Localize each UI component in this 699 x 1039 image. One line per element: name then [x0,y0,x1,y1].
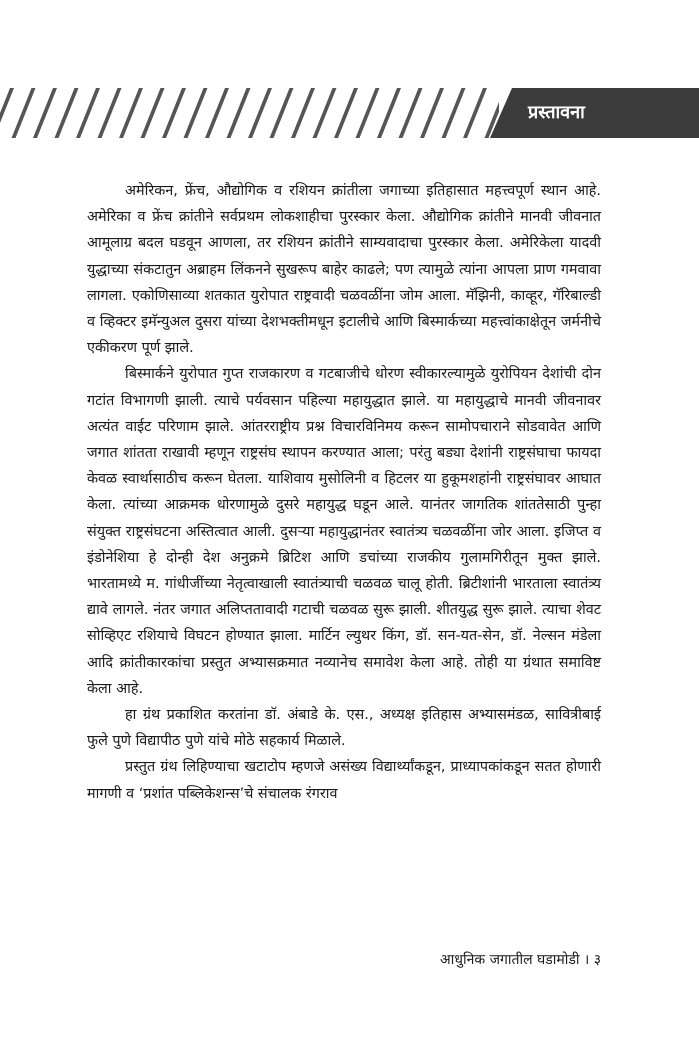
header-stripe [356,88,380,138]
header-stripe [76,88,100,138]
header-stripe [420,88,444,138]
paragraph: बिस्मार्कने युरोपात गुप्त राजकारण व गटबाजीचे धोरण स्वीकारल्यामुळे युरोपियन देशांची दोन गटांत विभागणी झाली. त्याचे पर्यवसान पहिल्या महायुद्धात झाले. या महायुद्धाचे मानवी जीवनावर अत्यंत वाईट परिणाम झाले. आंतरराष्ट्रीय प्रश्न विचारविनिमय करून सामोपचाराने सोडवावेत आणि जगात शांतता राखावी म्हणून राष्ट्रसंघ स्थापन करण्यात आला; परंतु बड्या देशांनी राष्ट्रसंघाचा फायदा केवळ स्वार्थासाठीच करून घेतला. याशिवाय मुसोलिनी व हिटलर या हुकूमशहांनी राष्ट्रसंघावर आघात केला. त्यांच्या आक्रमक धोरणामुळे दुसरे महायुद्ध घडून आले. यानंतर जागतिक शांततेसाठी पुन्हा संयुक्त राष्ट्रसंघटना अस्तित्वात आली. दुसऱ्या महायुद्धानंतर स्वातंत्र्य चळवळींना जोर आला. इजिप्त व इंडोनेशिया हे दोन्ही देश अनुक्रमे ब्रिटिश आणि डचांच्या राजकीय गुलामगिरीतून मुक्त झाले. भारतामध्ये म. गांधीजींच्या नेतृत्वाखाली स्वातंत्र्याची चळवळ चालू होती. ब्रिटीशांनी भारताला स्वातंत्र्य द्यावे लागले. नंतर जगात अलिप्ततावादी गटाची चळवळ सुरू झाली. शीतयुद्ध सुरू झाले. त्याचा शेवट सोव्हिएट रशियाचे विघटन होण्यात झाला. मार्टिन ल्युथर किंग, डॉ. सन-यत-सेन, डॉ. नेल्सन मंडेला आदि क्रांतीकारकांचा प्रस्तुत अभ्यासक्रमात नव्यानेच समावेश केला आहे. तोही या ग्रंथात समाविष्ट केला आहे. [87,366,601,697]
header-stripe [377,88,401,138]
page-footer-running-title: आधुनिक जगातील घडामोडी । ३ [440,952,601,968]
header-stripe [313,88,337,138]
header-stripe [12,88,36,138]
section-title-banner [490,88,699,138]
preface-body [87,178,601,807]
header-stripe [205,88,229,138]
paragraph: प्रस्तुत ग्रंथ लिहिण्याचा खटाटोप म्हणजे असंख्य विद्यार्थ्यांकडून, प्राध्यापकांकडून सतत होणारी मागणी व ‘प्रशांत पब्लिकेशन्स’चे संचालक रंगराव [87,759,601,802]
paragraph: हा ग्रंथ प्रकाशित करतांना डॉ. अंबाडे के. एस., अध्यक्ष इतिहास अभ्यासमंडळ, सावित्रीबाई फुले पुणे विद्यापीठ पुणे यांचे मोठे सहकार्य मिळाले. [87,707,601,750]
paragraph: अमेरिकन, फ्रेंच, औद्योगिक व रशियन क्रांतीला जगाच्या इतिहासात महत्त्वपूर्ण स्थान आहे. अमेरिका व फ्रेंच क्रांतीने सर्वप्रथम लोकशाहीचा पुरस्कार केला. औद्योगिक क्रांतीने मानवी जीवनात आमूलाग्र बदल घडवून आणला, तर रशियन क्रांतीने साम्यवादाचा पुरस्कार केला. अमेरिकेला यादवी युद्धाच्या संकटातुन अब्राहम लिंकनने सुखरूप बाहेर काढले; पण त्यामुळे त्यांना आपला प्राण गमवावा लागला. एकोणिसाव्या शतकात युरोपात राष्ट्रवादी चळवळींना जोम आला. मॅझिनी, काव्हूर, गॅरिबाल्डी व व्हिक्टर इमॅन्युअल दुसरा यांच्या देशभक्तीमधून इटालीचे आणि बिस्मार्कच्या महत्त्वांकाक्षेतून जर्मनीचे एकीकरण पूर्ण झाले. [87,183,601,357]
header-stripe [98,88,122,138]
header-stripe [334,88,358,138]
header-stripe [0,88,14,138]
header-stripe [463,88,487,138]
header-stripe [141,88,165,138]
header-stripe [442,88,466,138]
header-stripe [33,88,57,138]
header-stripe [248,88,272,138]
header-stripe [227,88,251,138]
header-stripe [291,88,315,138]
header-stripe [162,88,186,138]
header-stripe [119,88,143,138]
header-stripe [184,88,208,138]
header-stripe [270,88,294,138]
section-title: प्रस्तावना [528,102,585,123]
header-stripe [55,88,79,138]
header-stripe [399,88,423,138]
header-stripe-decoration [0,88,499,138]
